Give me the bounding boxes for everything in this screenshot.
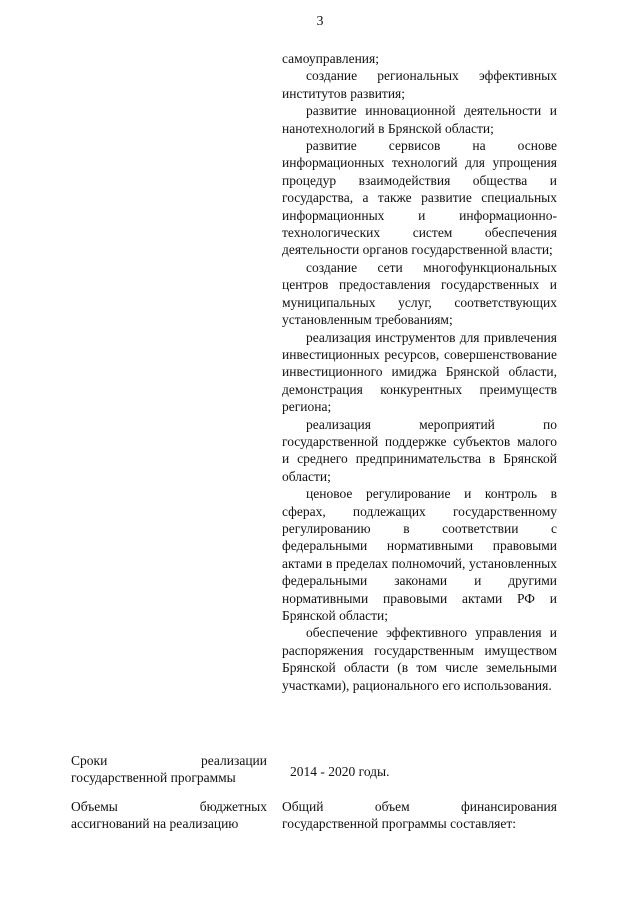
list-item: обеспечение эффективного управления и распоряжения государственным имуществом Брянской области (в том числе земельными участками), рационального его использования. xyxy=(282,625,557,693)
program-tasks-list xyxy=(282,50,557,694)
list-item: развитие сервисов на основе информационных технологий для упрощения процедур взаимодействия общества и государства, а также развитие специальных информационных и информационно-технологических систем обеспечения деятельности органов государственной власти; xyxy=(282,138,557,258)
list-item: реализация инструментов для привлечения инвестиционных ресурсов, совершенствование инвестиционного имиджа Брянской области, демонстрация конкурентных преимуществ региона; xyxy=(282,329,557,415)
implementation-period-label: Сроки реализации государственной программы xyxy=(71,753,267,786)
list-item: реализация мероприятий по государственной поддержке субъектов малого и среднего предпринимательства в Брянской области; xyxy=(282,416,557,484)
budget-allocations-label: Объемы бюджетных ассигнований на реализацию xyxy=(71,799,267,832)
list-item: создание региональных эффективных институтов развития; xyxy=(282,68,557,101)
list-item: самоуправления; xyxy=(282,51,379,66)
implementation-period-value: 2014 - 2020 годы. xyxy=(290,764,390,779)
budget-allocations-value: Общий объем финансирования государственной программы составляет: xyxy=(282,799,557,832)
list-item: ценовое регулирование и контроль в сферах, подлежащих государственному регулированию в соответствии с федеральными нормативными правовыми актами в пределах полномочий, установленных федеральными законами и другими нормативными правовыми актами РФ и Брянской области; xyxy=(282,486,557,623)
list-item: создание сети многофункциональных центров предоставления государственных и муниципальных услуг, соответствующих установленным требованиям; xyxy=(282,259,557,328)
page-number: 3 xyxy=(316,14,324,29)
list-item: развитие инновационной деятельности и нанотехнологий в Брянской области; xyxy=(282,103,557,136)
